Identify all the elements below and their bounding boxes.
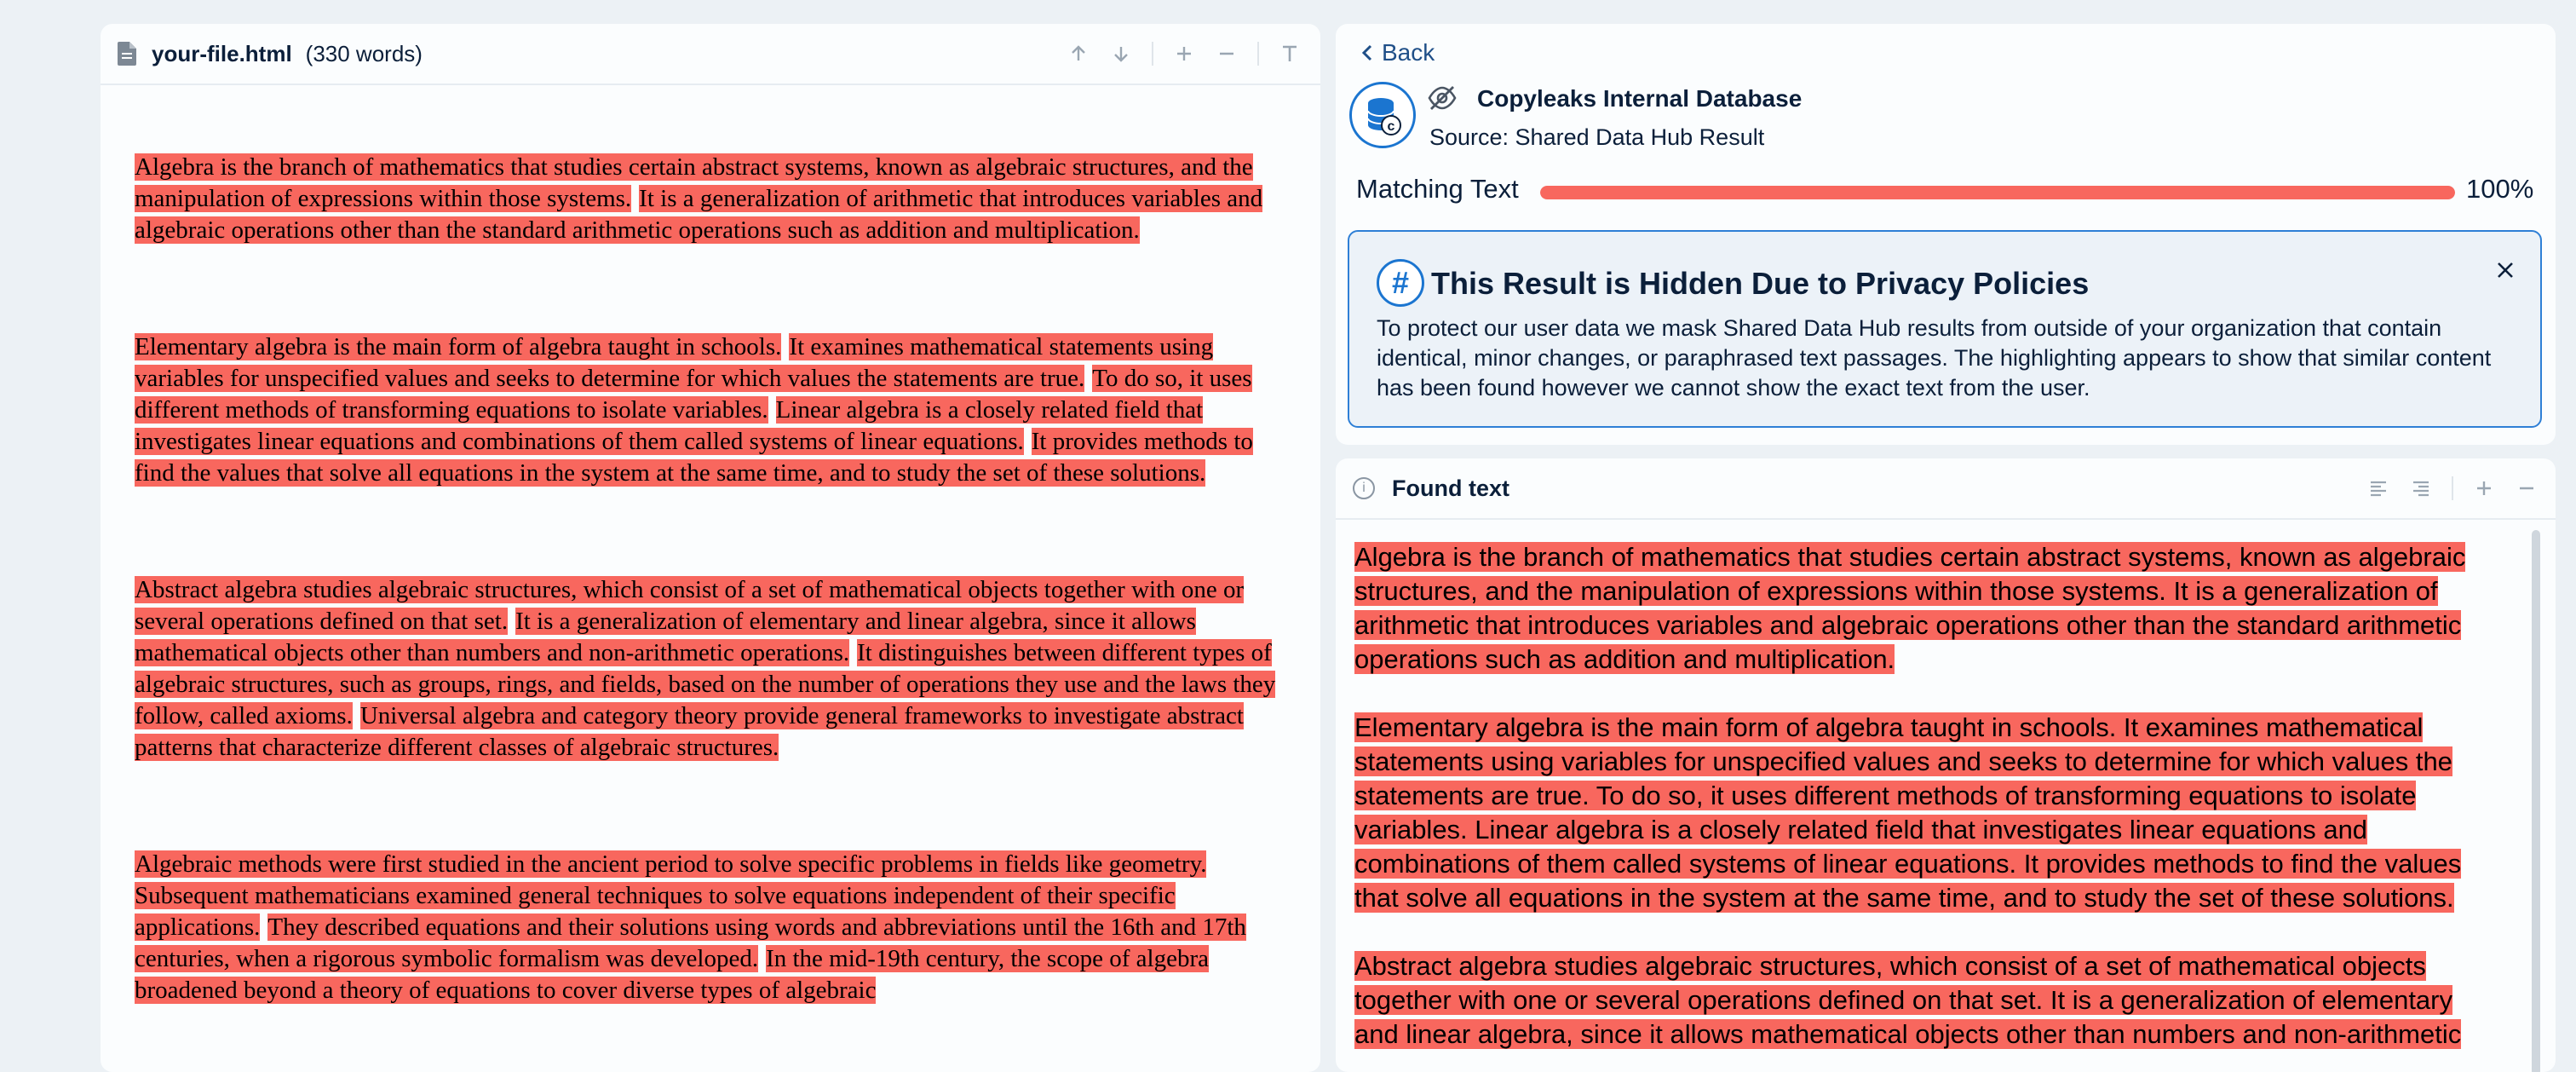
highlighted-sentence[interactable]: Universal algebra and category theory provide general frameworks to investigate abstract patterns that characterize different classes of algebraic structures. (135, 702, 1244, 761)
document-paragraph (135, 152, 1288, 246)
scrollbar[interactable] (2532, 530, 2540, 1072)
minus-icon[interactable] (2515, 476, 2539, 500)
highlighted-sentence[interactable]: Linear algebra is a closely related field that investigates linear equations and combinations of them called systems of linear equations. (135, 396, 1204, 455)
document-icon (118, 42, 136, 66)
text-size-icon[interactable] (1278, 42, 1302, 66)
toolbar-divider (1152, 42, 1153, 66)
word-count: (330 words) (305, 40, 423, 66)
found-text-body (1354, 540, 2496, 1072)
highlight-gap (1206, 850, 1214, 876)
highlighted-sentence[interactable]: Abstract algebra studies algebraic structures, which consist of a set of mathematical objects together with one or several operations defined on that set. (135, 576, 1245, 635)
arrow-up-icon[interactable] (1067, 42, 1090, 66)
found-highlight: Abstract algebra studies algebraic structures, which consist of a set of mathematical objects together with one or several operations defined on that set. It is a generalization of elementary and linear algebra, since it allows mathematical objects other than numbers and non-arithmetic (1354, 951, 2462, 1049)
privacy-notice (1348, 230, 2542, 428)
matching-percent: 100% (2466, 174, 2534, 204)
hash-icon: # (1377, 259, 1424, 307)
toolbar-divider (2452, 476, 2453, 500)
minus-icon[interactable] (1215, 42, 1239, 66)
highlight-gap (508, 608, 515, 633)
info-icon[interactable]: i (1353, 477, 1375, 499)
highlight-gap (758, 945, 766, 971)
highlight-gap (1084, 365, 1092, 390)
arrow-down-icon[interactable] (1109, 42, 1133, 66)
database-name: Copyleaks Internal Database (1477, 85, 1803, 112)
highlighted-sentence[interactable]: It is a generalization of arithmetic that introduces variables and algebraic operations other than the standard arithmetic operations such as addition and multiplication. (135, 185, 1263, 244)
chevron-left-icon (1361, 43, 1373, 62)
notice-body: To protect our user data we mask Shared Data Hub results from outside of your organization that contain identical, minor changes, or paraphrased text passages. The highlighting appears to show that similar content has been found however we cannot show the exact text from the user. (1377, 315, 2492, 401)
back-label: Back (1382, 39, 1435, 66)
result-details-panel (1336, 24, 2556, 445)
highlighted-sentence[interactable]: It provides methods to find the values that solve all equations in the system at the same time, and to study the set of these solutions. (135, 428, 1253, 487)
highlighted-sentence[interactable]: It examines mathematical statements using variables for unspecified values and seeks to determine for which values the statements are true. (135, 333, 1214, 392)
highlighted-sentence[interactable]: It distinguishes between different types of algebraic structures, such as groups, rings, and fields, based on the number of operations they use and the laws they follow, called axioms. (135, 639, 1276, 729)
matching-progress-bar (1540, 186, 2455, 199)
highlight-gap (631, 185, 639, 210)
highlighted-sentence[interactable]: In the mid-19th century, the scope of algebra broadened beyond a theory of equations to cover diverse types of algebraic (135, 945, 1210, 1004)
file-name: your-file.html (152, 40, 292, 66)
found-text-header (1336, 458, 2556, 520)
document-panel (101, 24, 1320, 1072)
found-highlight: Algebra is the branch of mathematics that studies certain abstract systems, known as algebraic structures, and the manipulation of expressions within those systems. It is a generalization of arithmetic that introduces variables and algebraic operations other than the standard arithmetic operations such as addition and multiplication. (1354, 542, 2466, 674)
found-paragraph (1354, 540, 2496, 677)
eye-off-icon (1428, 85, 1457, 111)
highlighted-sentence[interactable]: Elementary algebra is the main form of algebra taught in schools. (135, 333, 782, 360)
matching-text-label: Matching Text (1356, 174, 1519, 204)
highlight-gap (1024, 428, 1032, 453)
highlight-gap (849, 639, 857, 665)
notice-title: This Result is Hidden Due to Privacy Policies (1431, 266, 2090, 301)
document-paragraph (135, 574, 1288, 764)
plus-icon[interactable] (2472, 476, 2496, 500)
highlight-gap (353, 702, 360, 728)
matching-progress-fill (1540, 186, 2455, 199)
document-paragraph (135, 849, 1288, 1006)
highlighted-sentence[interactable]: They described equations and their solutions using words and abbreviations until the 16th and 17th centuries, when a rigorous symbolic formalism was developed. (135, 914, 1246, 972)
close-icon[interactable] (2496, 257, 2515, 286)
document-toolbar (1067, 42, 1302, 66)
align-left-icon[interactable] (2366, 476, 2390, 500)
database-icon (1349, 82, 1416, 148)
document-header (101, 24, 1320, 85)
found-text-panel (1336, 458, 2556, 1072)
document-text (101, 152, 1320, 1006)
highlighted-sentence[interactable]: Algebra is the branch of mathematics that studies certain abstract systems, known as algebraic structures, and the manipulation of expressions within those systems. (135, 153, 1253, 212)
found-text-toolbar (2366, 476, 2539, 500)
found-text-title: Found text (1392, 475, 1509, 501)
document-paragraph (135, 331, 1288, 489)
toolbar-divider (1257, 42, 1259, 66)
highlighted-sentence[interactable]: Subsequent mathematicians examined general techniques to solve equations independent of their specific applications. (135, 882, 1176, 941)
found-highlight: Elementary algebra is the main form of algebra taught in schools. It examines mathematical statements using variables for unspecified values and seeks to determine for which values the statements are true. To do so, it uses different methods of transforming equations to isolate variables. Linear algebra is a closely related field that investigates linear equations and combinations of them called systems of linear equations. It provides methods to find the values that solve all equations in the system at the same time, and to study the set of these solutions. (1354, 712, 2462, 913)
align-right-icon[interactable] (2409, 476, 2433, 500)
highlighted-sentence[interactable]: It is a generalization of elementary and linear algebra, since it allows mathematical objects other than numbers and non-arithmetic operations. (135, 608, 1196, 666)
svg-text:c: c (1387, 119, 1395, 134)
highlight-gap (768, 396, 776, 422)
source-label: Source: Shared Data Hub Result (1429, 124, 1765, 150)
highlighted-sentence[interactable]: To do so, it uses different methods of transforming equations to isolate variables. (135, 365, 1252, 424)
highlighted-sentence[interactable]: Algebraic methods were first studied in the ancient period to solve specific problems in fields like geometry. (135, 850, 1207, 878)
found-paragraph (1354, 711, 2496, 915)
back-button[interactable] (1361, 39, 1435, 66)
plus-icon[interactable] (1172, 42, 1196, 66)
found-paragraph (1354, 949, 2496, 1052)
